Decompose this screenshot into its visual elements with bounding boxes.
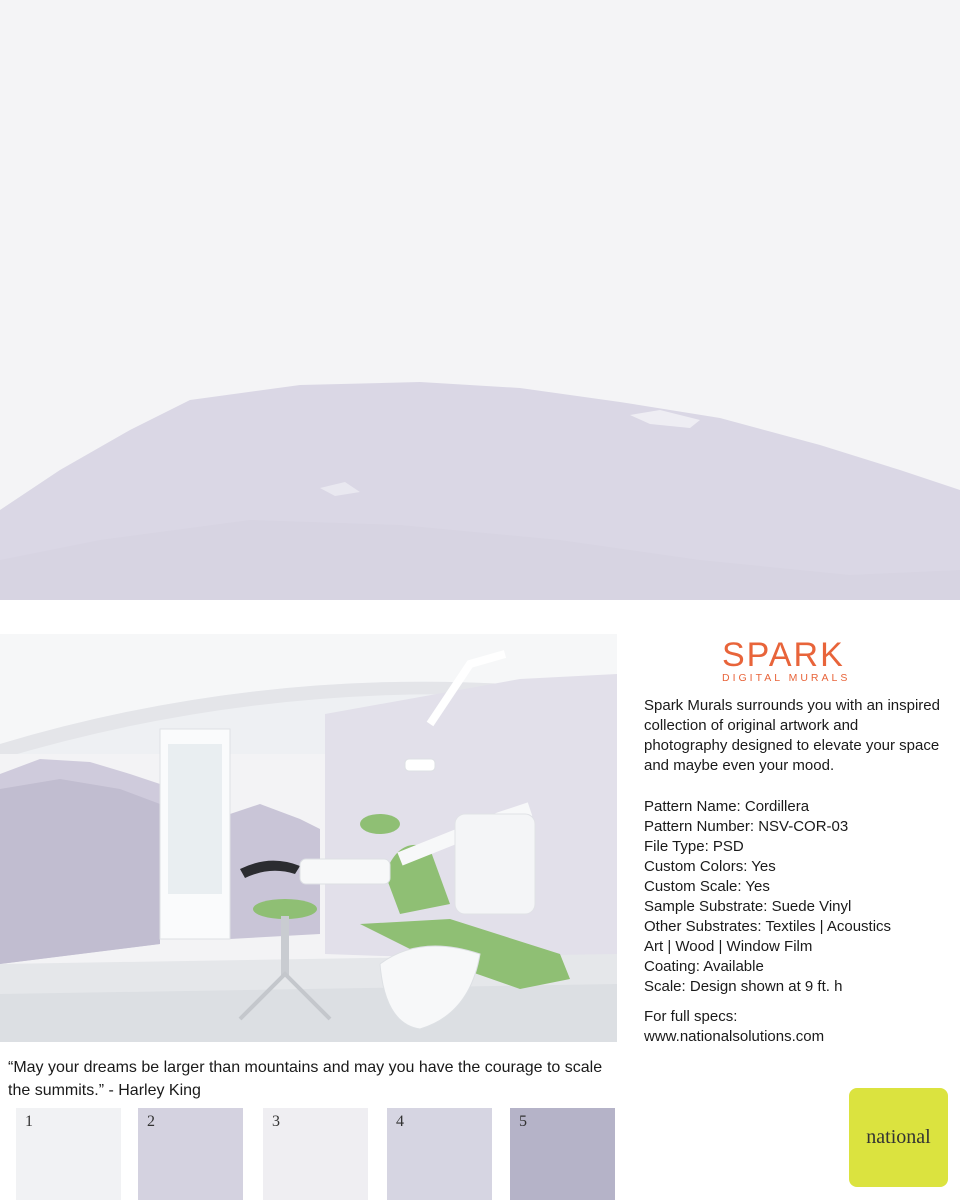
spec-pattern-number: Pattern Number: NSV-COR-03 [644,818,849,835]
spec-custom-scale: Custom Scale: Yes [644,878,770,895]
color-swatch-4[interactable] [387,1108,492,1200]
spec-file-type: File Type: PSD [644,838,744,855]
full-specs-label: For full specs: [644,1008,738,1025]
spec-custom-colors: Custom Colors: Yes [644,858,776,875]
color-swatch-3[interactable] [263,1108,368,1200]
full-specs [644,1007,944,1047]
brand-intro: Spark Murals surrounds you with an inspired collection of original artwork and photography designed to elevate your space and maybe even your mood. [644,697,940,774]
spark-logo [722,638,862,684]
swatch-number: 3 [272,1113,280,1130]
full-specs-url[interactable]: www.nationalsolutions.com [644,1028,825,1045]
spec-other-substrates-cont: Art | Wood | Window Film [644,938,813,955]
swatch-number: 4 [396,1113,404,1130]
spec-other-substrates: Other Substrates: Textiles | Acoustics [644,918,892,935]
national-logo-label: national [866,1126,931,1148]
color-swatch-5[interactable] [510,1108,615,1200]
logo-subtitle: DIGITAL MURALS [722,672,851,684]
color-swatch-1[interactable] [16,1108,121,1200]
logo-wordmark: SPARK [722,636,845,674]
swatch-number: 2 [147,1113,155,1130]
spec-coating: Coating: Available [644,958,764,975]
room-photo [0,634,617,1042]
spec-pattern-name: Pattern Name: Cordillera [644,798,810,815]
pattern-specs [644,797,944,997]
swatch-number: 1 [25,1113,33,1130]
color-swatch-2[interactable] [138,1108,243,1200]
national-logo [849,1088,948,1187]
swatch-number: 5 [519,1113,527,1130]
quote-text: “May your dreams be larger than mountains and may you have the courage to scale the summits.” - Harley King [8,1059,603,1099]
spec-sample-substrate: Sample Substrate: Suede Vinyl [644,898,852,915]
spec-scale: Scale: Design shown at 9 ft. h [644,978,843,995]
